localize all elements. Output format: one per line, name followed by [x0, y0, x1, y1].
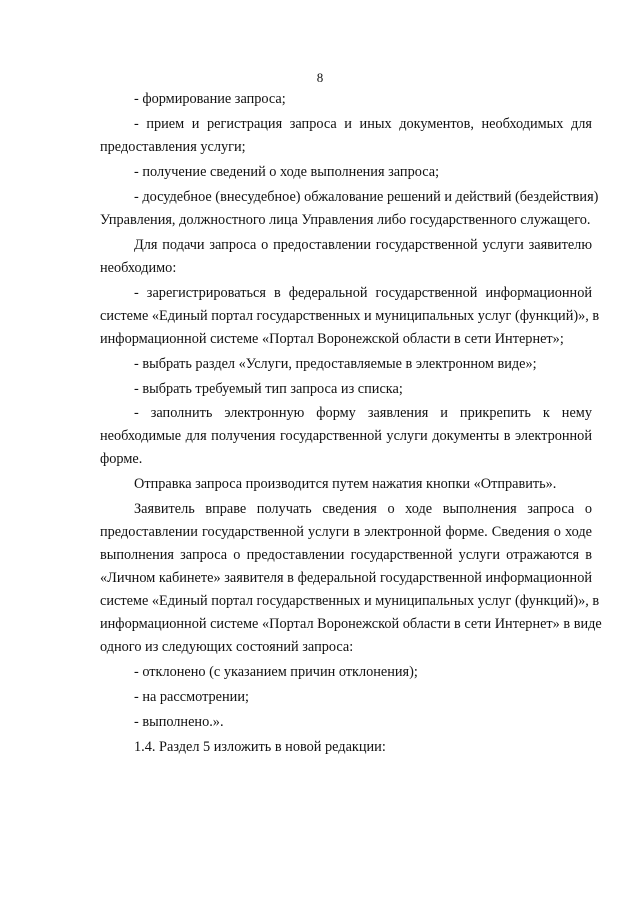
- text-line: «Личном кабинете» заявителя в федеральной государственной информационной: [100, 570, 592, 586]
- text-line: - выбрать раздел «Услуги, предоставляемые в электронном виде»;: [134, 356, 537, 372]
- page-number: 8: [316, 70, 324, 85]
- text-line: - зарегистрироваться в федеральной государственной информационной: [134, 285, 592, 301]
- text-line: системе «Единый портал государственных и муниципальных услуг (функций)», в: [100, 308, 600, 324]
- text-line: информационной системе «Портал Воронежской области в сети Интернет» в виде: [100, 616, 602, 632]
- text-line: Заявитель вправе получать сведения о ходе выполнения запроса о: [134, 501, 592, 517]
- text-line: информационной системе «Портал Воронежской области в сети Интернет»;: [100, 331, 564, 347]
- text-line: - на рассмотрении;: [134, 689, 249, 705]
- text-line: Для подачи запроса о предоставлении государственной услуги заявителю: [134, 237, 592, 253]
- text-line: одного из следующих состояний запроса:: [100, 639, 354, 655]
- text-line: - выполнено.».: [134, 714, 224, 730]
- text-line: - получение сведений о ходе выполнения запроса;: [134, 164, 440, 180]
- text-line: Отправка запроса производится путем нажатия кнопки «Отправить».: [134, 476, 557, 492]
- text-line: - прием и регистрация запроса и иных документов, необходимых для: [134, 116, 592, 132]
- text-line: - формирование запроса;: [134, 91, 286, 107]
- text-line: - досудебное (внесудебное) обжалование решений и действий (бездействия): [134, 189, 599, 205]
- text-line: предоставлении государственной услуги в электронной форме. Сведения о ходе: [100, 524, 592, 540]
- text-line: необходимо:: [100, 260, 177, 276]
- text-line: 1.4. Раздел 5 изложить в новой редакции:: [134, 739, 386, 755]
- text-line: - заполнить электронную форму заявления и прикрепить к нему: [134, 405, 592, 421]
- text-line: системе «Единый портал государственных и муниципальных услуг (функций)», в: [100, 593, 600, 609]
- text-line: предоставления услуги;: [100, 139, 246, 155]
- text-line: - выбрать требуемый тип запроса из списка;: [134, 381, 403, 397]
- text-line: - отклонено (с указанием причин отклонения);: [134, 664, 418, 680]
- text-line: выполнения запроса о предоставлении государственной услуги отражаются в: [100, 547, 592, 563]
- text-line: форме.: [100, 451, 143, 467]
- text-line: Управления, должностного лица Управления либо государственного служащего.: [100, 212, 591, 228]
- text-line: необходимые для получения государственной услуги документы в электронной: [100, 428, 592, 444]
